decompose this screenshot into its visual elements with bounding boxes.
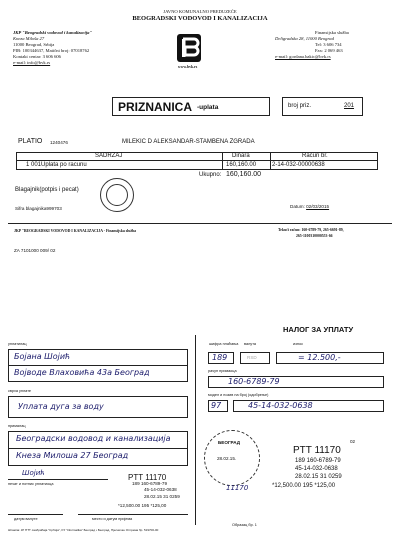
round-stamp-inner: [106, 184, 128, 206]
za-line: ZA 7101000 009/ 02: [14, 248, 56, 253]
sifra-label: [15, 206, 62, 212]
ptt-right-date: 28.02.15 31 0259: [295, 474, 342, 480]
ptt-right-code: 189 160-6789-79: [295, 458, 341, 464]
ukupno-label: Ukupno:: [199, 172, 222, 178]
svrha-value: Уплата дуга за воду: [18, 402, 104, 411]
company-email: e-mail: info@bvk.rs: [13, 60, 51, 65]
org-line-2: BEOGRADSKI VODOVOD I KANALIZACIJA: [132, 15, 268, 22]
company-street: Kneza Miloša 27: [13, 36, 45, 41]
col-racun: Racun br.: [302, 153, 328, 159]
platio-code: 1240476: [50, 140, 68, 145]
footer-rule: [8, 223, 392, 224]
sifra-label-text: Sifra blagajnika: [15, 206, 47, 211]
col-dinara: Dinara: [232, 153, 250, 159]
uplatilac-label: уплатилац: [8, 342, 27, 346]
table-col-divider-1: [222, 152, 223, 170]
finance-email: e-mail: gordana.bakic@bvk.rs: [275, 54, 331, 59]
uplatilac-line-1: Бојана Шојић: [14, 352, 71, 361]
footer-left: JKP "BEOGRADSKI VODOVOD I KANALIZACIJA - Finansijska služba: [14, 229, 137, 233]
stamp-text: БЕОГРАД: [218, 440, 240, 445]
datum-valute-label: датум валуте: [14, 517, 38, 521]
racun-value: 160-6789-79: [228, 377, 280, 386]
row-number: 1: [26, 162, 30, 168]
ptt-left-code: 189 160-6789-79: [132, 481, 167, 486]
model-value: 97: [211, 401, 222, 410]
ptt-left-amount: *12,500.00 195 *125,00: [118, 503, 167, 508]
finance-fax: Fax: 2 069 463: [315, 48, 343, 53]
mesto-line: [78, 514, 188, 515]
finance-tel: Tel: 3 606 734: [315, 42, 342, 47]
finance-street: Deligradska 28, 11000 Beograd: [275, 36, 334, 41]
company-city: 11000 Beograd, Srbija: [13, 42, 55, 47]
row-description: 001Uplata po racunu: [31, 162, 87, 168]
uplatilac-line-2: Војводе Влаховића 43а Београд: [14, 368, 150, 377]
col-sadrzaj: SADRZAJ: [95, 153, 123, 159]
platio-name: MILEKIC D ALEKSANDAR-STAMBENA ZGRADA: [122, 139, 255, 145]
ptt-left-top: PTT 11170: [128, 473, 167, 482]
blagajnik-label: Blagajnik(potpis i pecat): [15, 187, 79, 193]
datum-label: Datum:: [290, 204, 305, 209]
company-pib: PIB: 100344637, Matični broj: 07018762: [13, 48, 90, 53]
table-header-divider: [16, 160, 378, 161]
uplatilac-divider: [8, 365, 188, 366]
left-address-block: [13, 30, 92, 66]
racun-label: рачун примаоца: [208, 369, 237, 373]
valuta-label: валута: [244, 342, 257, 346]
platio-label: PLATIO: [18, 138, 43, 145]
receipt-number-value: 201: [344, 103, 355, 109]
obrazac-label: Образац бр. 1: [232, 523, 257, 527]
receipt-title-suffix: -uplata: [197, 104, 219, 111]
svrha-label: сврха уплате: [8, 389, 32, 393]
company-name: JKP "Beogradski vodovod i kanalizacija": [13, 30, 92, 35]
logo-url: www.bvk.rs: [178, 65, 198, 69]
ptt-right-num: 02: [350, 439, 356, 444]
footer-right-1: Tekući račun: 160-6789-79, 265-6691-89,: [278, 228, 344, 232]
primalac-line-1: Београдски водовод и канализација: [16, 434, 171, 443]
receipt-title: PRIZNANICA: [118, 100, 192, 114]
row-amount: 160,160.00: [226, 162, 257, 168]
iznos-label: износ: [293, 342, 303, 346]
ukupno-value: 160,160.00: [226, 171, 262, 178]
potpis-line: [8, 479, 108, 480]
sifra-placanja-label: шифра плаћања: [209, 342, 239, 346]
primalac-line-2: Кнеза Милоша 27 Београд: [16, 451, 129, 460]
potpis-value: Шојић: [22, 469, 45, 477]
stamp-number: 11170: [226, 484, 249, 492]
company-contact: Kontakt centar: 3 606 606: [13, 54, 61, 59]
mesto-label: место и датум пријема: [92, 517, 133, 521]
ptt-left-ref: 45-14-032-0638: [144, 487, 177, 492]
sifra-value: 999703: [46, 206, 62, 211]
primalac-label: прималац: [8, 424, 26, 428]
row-account: 2-14-032-00000638: [272, 162, 325, 168]
datum-value: 02/03/2015: [306, 204, 330, 209]
datum-valute-line: [8, 514, 63, 515]
sifra-placanja-value: 189: [212, 353, 228, 362]
finance-dept: Finansijska služba: [315, 30, 349, 35]
ptt-right-ref: 45-14-032-0638: [295, 466, 338, 472]
receipt-number-label: broj priz.: [288, 103, 312, 109]
bvk-logo-icon: [176, 33, 202, 63]
poziv-value: 45-14-032-0638: [248, 401, 313, 410]
model-label: модел и позив на број (одобрење): [208, 393, 269, 397]
nalog-title: НАЛОГ ЗА УПЛАТУ: [283, 325, 354, 334]
datum-field: [290, 204, 329, 210]
table-col-divider-2: [270, 152, 271, 170]
potpis-label: печат и потпис уплатиоца: [8, 482, 54, 486]
footer-right-2: 265-1100310000553-66: [296, 234, 333, 238]
ptt-right-top: PTT 11170: [293, 445, 341, 456]
primalac-divider: [8, 448, 188, 449]
org-line-1: JAVNO KOMUNALNO PREDUZEĆE: [163, 9, 237, 14]
stamp-date: 28.02.15.: [217, 456, 237, 461]
ptt-left-date: 28.02.15 31 0259: [144, 494, 180, 499]
right-address: [275, 30, 349, 60]
nalog-center-divider: [195, 335, 196, 525]
ptt-right-amount: *12,500.00 195 *125,00: [272, 483, 336, 489]
valuta-value: RSD: [247, 355, 257, 360]
iznos-value: = 12.500,-: [298, 353, 341, 362]
bottom-print: Штампа: JP ПТТ саобраћаја "Србија", РЈ "Informatika" Београд • Београд, Пјесничке Отпрема бр. 519700-00: [8, 528, 159, 532]
